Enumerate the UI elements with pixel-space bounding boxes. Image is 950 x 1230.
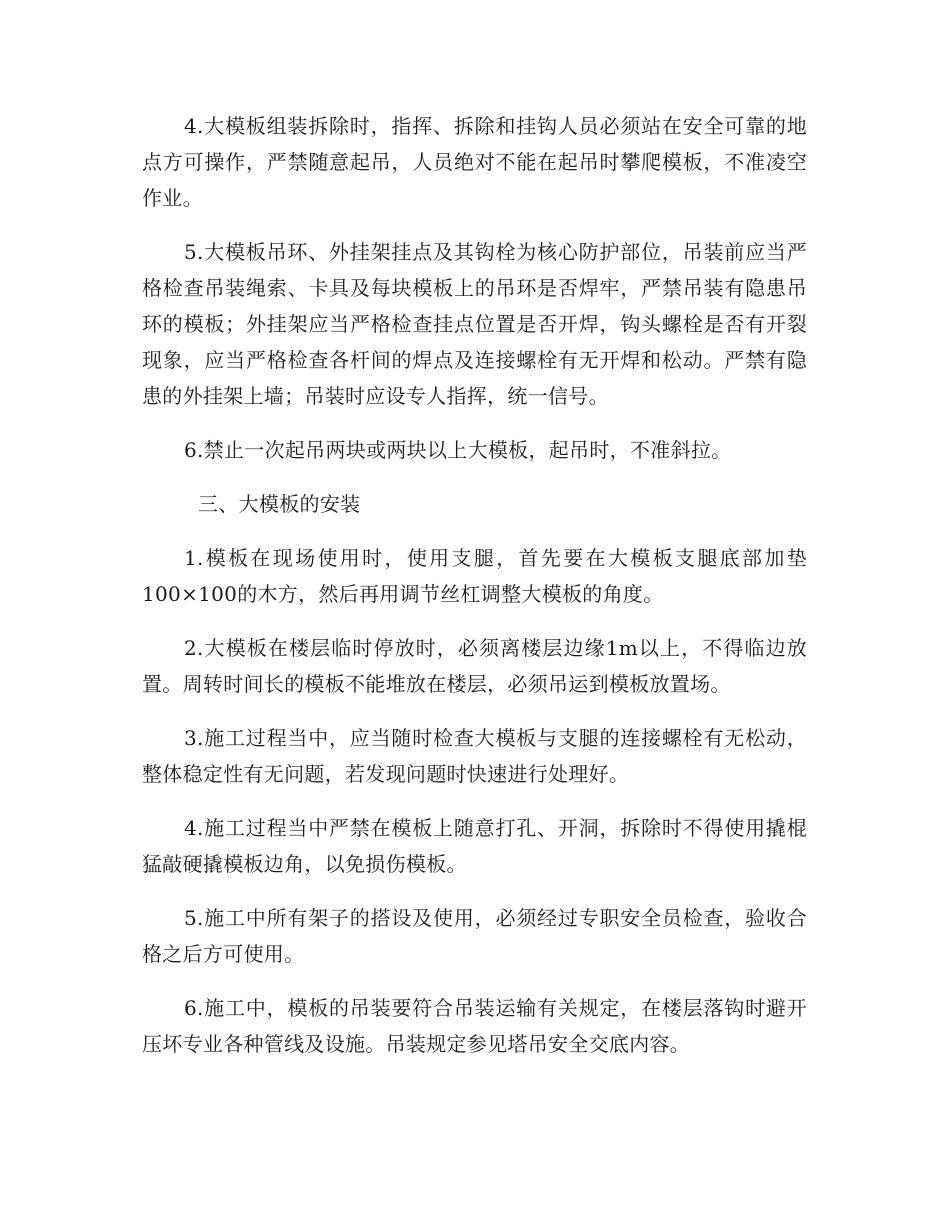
- section-heading: 三、大模板的安装: [198, 492, 361, 516]
- paragraph-install-1: 1.模板在现场使用时，使用支腿，首先要在大模板支腿底部加垫100×100的木方，然后再用调节丝杠调整大模板的角度。: [142, 546, 807, 606]
- paragraph-item-4: 4.大模板组装拆除时，指挥、拆除和挂钩人员必须站在安全可靠的地点方可操作，严禁随意起吊，人员绝对不能在起吊时攀爬模板，不准凌空作业。: [142, 114, 807, 210]
- paragraph-item-6: 6.禁止一次起吊两块或两块以上大模板，起吊时，不准斜拉。: [184, 438, 732, 462]
- paragraph-install-6: 6.施工中，模板的吊装要符合吊装运输有关规定，在楼层落钩时避开压坏专业各种管线及设施。吊装规定参见塔吊安全交底内容。: [142, 996, 807, 1056]
- paragraph-item-5: 5.大模板吊环、外挂架挂点及其钩栓为核心防护部位，吊装前应当严格检查吊装绳索、卡具及每块模板上的吊环是否焊牢，严禁吊装有隐患吊环的模板；外挂架应当严格检查挂点位置是否开焊，钩头螺栓是否有开裂现象，应当严格检查各杆间的焊点及连接螺栓有无开焊和松动。严禁有隐患的外挂架上墙；吊装时应设专人指挥，统一信号。: [142, 240, 807, 408]
- paragraph-install-4: 4.施工过程当中严禁在模板上随意打孔、开洞，拆除时不得使用撬棍猛敲硬撬模板边角，以免损伤模板。: [142, 816, 807, 876]
- paragraph-install-2: 2.大模板在楼层临时停放时，必须离楼层边缘1m以上，不得临边放置。周转时间长的模板不能堆放在楼层，必须吊运到模板放置场。: [142, 636, 807, 696]
- paragraph-install-5: 5.施工中所有架子的搭设及使用，必须经过专职安全员检查，验收合格之后方可使用。: [142, 906, 807, 966]
- document-body: [142, 108, 807, 1080]
- paragraph-install-3: 3.施工过程当中，应当随时检查大模板与支腿的连接螺栓有无松动，整体稳定性有无问题，若发现问题时快速进行处理好。: [142, 726, 807, 786]
